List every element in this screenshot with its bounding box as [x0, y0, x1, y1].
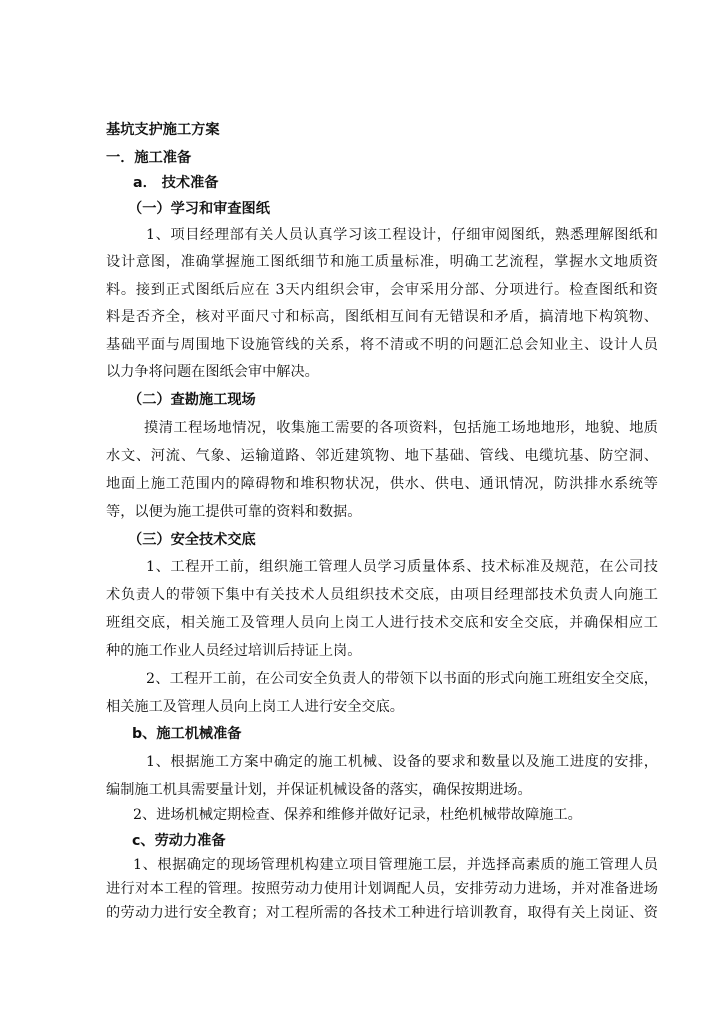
- subsection-heading-b: b、施工机械准备: [132, 726, 242, 742]
- heading-safety-briefing: （三）安全技术交底: [128, 532, 256, 548]
- paragraph-line: 相关施工及管理人员向上岗工人进行安全交底。: [106, 699, 404, 715]
- paragraph-line: 设计意图，准确掌握施工图纸细节和施工质量标准，明确工艺流程，掌握水文地质资: [106, 254, 658, 270]
- heading-review-drawings: （一）学习和审查图纸: [128, 201, 270, 217]
- paragraph-line: 料。接到正式图纸后应在 3天内组织会审，会审采用分部、分项进行。检查图纸和资: [106, 282, 658, 298]
- paragraph-line: 2、工程开工前，在公司安全负责人的带领下以书面的形式向施工班组安全交底，: [146, 671, 658, 687]
- paragraph-line: 进行对本工程的管理。按照劳动力使用计划调配人员，安排劳动力进场，并对准备进场: [106, 881, 658, 897]
- paragraph-line: 1、根据确定的现场管理机构建立项目管理施工层，并选择高素质的施工管理人员: [133, 857, 658, 873]
- paragraph-line: 术负责人的带领下集中有关技术人员组织技术交底，由项目经理部技术负责人向施工: [106, 587, 658, 603]
- paragraph-line: 水文、河流、气象、运输道路、邻近建筑物、地下基础、管线、电缆坑基、防空洞、: [106, 448, 658, 464]
- heading-site-survey: （二）查勘施工现场: [128, 392, 256, 408]
- paragraph-line: 1、项目经理部有关人员认真学习该工程设计，仔细审阅图纸，熟悉理解图纸和: [146, 227, 658, 243]
- subsection-heading-a: a． 技术准备: [133, 175, 219, 191]
- paragraph-line: 基础平面与周围地下设施管线的关系，将不清或不明的问题汇总会知业主、设计人员: [106, 337, 658, 353]
- paragraph-line: 种的施工作业人员经过培训后持证上岗。: [106, 643, 362, 659]
- paragraph-line: 料是否齐全，核对平面尺寸和标高，图纸相互间有无错误和矛盾，搞清地下构筑物、: [106, 309, 658, 325]
- paragraph-line: 以力争将问题在图纸会审中解决。: [106, 364, 319, 380]
- paragraph-line: 1、根据施工方案中确定的施工机械、设备的要求和数量以及施工进度的安排，: [146, 754, 658, 770]
- paragraph-line: 的劳动力进行安全教育；对工程所需的各技术工种进行培训教育，取得有关上岗证、资: [106, 905, 658, 921]
- paragraph-line: 2、进场机械定期检查、保养和维修并做好记录，杜绝机械带故障施工。: [133, 807, 582, 823]
- paragraph-line: 摸清工程场地情况，收集施工需要的各项资料，包括施工场地地形，地貌、地质: [144, 420, 658, 436]
- paragraph-line: 等，以便为施工提供可靠的资料和数据。: [106, 504, 362, 520]
- section-heading-1: 一．施工准备: [106, 150, 192, 166]
- paragraph-line: 地面上施工范围内的障碍物和堆积物状况，供水、供电、通讯情况，防洪排水系统等: [106, 476, 658, 492]
- paragraph-line: 1、工程开工前，组织施工管理人员学习质量体系、技术标准及规范，在公司技: [146, 559, 658, 575]
- paragraph-line: 编制施工机具需要量计划，并保证机械设备的落实，确保按期进场。: [106, 782, 532, 798]
- paragraph-line: 班组交底，相关施工及管理人员向上岗工人进行技术交底和安全交底，并确保相应工: [106, 615, 658, 631]
- document-title: 基坑支护施工方案: [106, 122, 220, 138]
- subsection-heading-c: c、劳动力准备: [132, 833, 226, 849]
